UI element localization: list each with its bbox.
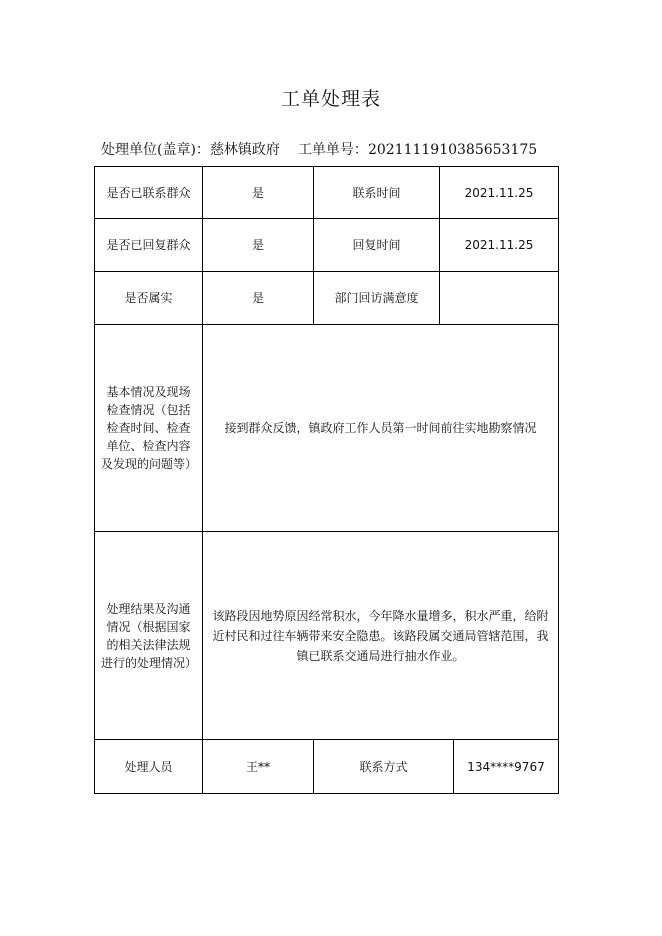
result-label: 处理结果及沟通情况（根据国家的相关法律法规进行的处理情况） — [101, 601, 198, 670]
handler-label: 处理人员 — [124, 759, 173, 774]
form-header — [101, 139, 537, 159]
table-vline — [558, 166, 559, 794]
verified-label: 是否属实 — [124, 291, 173, 305]
inspection-content: 接到群众反馈，镇政府工作人员第一时间前往实地勘察情况 — [224, 421, 537, 435]
satisfaction-label: 部门回访满意度 — [334, 291, 419, 305]
contacted-value: 是 — [251, 185, 264, 200]
replied-value: 是 — [251, 238, 264, 252]
table-hline — [94, 793, 559, 794]
inspection-label: 基本情况及现场检查情况（包括检查时间、检查单位、检查内容及发现的问题等） — [101, 385, 198, 471]
reply-time-value: 2021.11.25 — [464, 238, 534, 252]
order-label: 工单单号： — [297, 142, 368, 158]
order-number: 2021111910385653175 — [367, 142, 538, 158]
replied-label: 是否已回复群众 — [106, 238, 191, 252]
contacted-label: 是否已联系群众 — [106, 185, 191, 200]
contact-method-label: 联系方式 — [359, 759, 408, 774]
satisfaction-value — [440, 272, 558, 324]
verified-value: 是 — [251, 291, 264, 305]
unit-value: 慈林镇政府 — [209, 142, 280, 158]
contact-time-label: 联系时间 — [352, 185, 401, 200]
reply-time-label: 回复时间 — [352, 238, 401, 252]
result-content: 该路段因地势原因经常积水，今年降水量增多，积水严重，给附近村民和过往车辆带来安全隐患。该路段属交通局管辖范围，我镇已联系交通局进行抽水作业。 — [212, 608, 549, 663]
handler-value: 王** — [245, 759, 270, 774]
contact-phone: 134****9767 — [467, 759, 545, 774]
contact-time-value: 2021.11.25 — [464, 185, 534, 200]
unit-label: 处理单位(盖章)： — [101, 142, 210, 158]
form-title: 工单处理表 — [280, 88, 381, 110]
